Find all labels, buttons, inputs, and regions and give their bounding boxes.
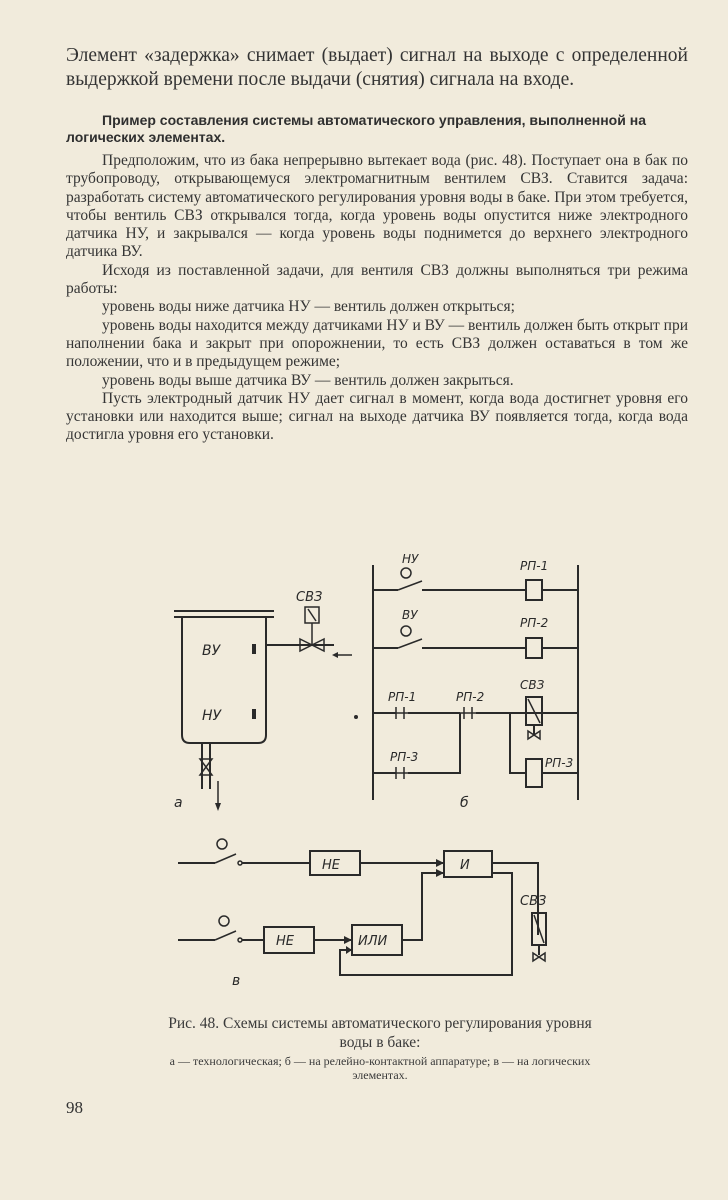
tank-label-vu: ВУ [202,643,221,659]
rp3-contact [392,767,408,779]
diagram-v-logic [178,839,546,989]
label-rp1: РП-1 [520,559,549,573]
tank-label-svz: СВЗ [296,590,323,605]
page-text [66,44,688,445]
ne-gate-1-label: НЕ [322,858,340,873]
section-subheading: Пример составления системы автоматического управления, выполненной на логических элементах. [66,112,646,145]
input-sensor-1 [215,854,236,863]
tank-rim [174,611,274,617]
schematic-diagrams [160,545,600,1005]
caption-title: Рис. 48. Схемы системы автоматического регулирования уровня воды в баке: [168,1015,592,1051]
page-number: 98 [66,1098,83,1117]
nu-contact [398,581,422,590]
tank-label-nu: НУ [202,708,222,724]
rp2-contact [460,707,476,719]
label-rp2-contact: РП-2 [456,690,485,704]
label-vu-contact: ВУ [402,608,418,622]
body-paragraph-6: Пусть электродный датчик НУ дает сигнал в момент, когда вода достигнет уровня его установки или находится выше; сигнал на выходе датчика ВУ появляется тогда, когда вода достигла уровня его установки. [66,389,688,444]
caption-legend: а — технологическая; б — на релейно-контактной аппаратуре; в — на логических элементах. [169,1054,591,1082]
diagram-v-label: в [232,973,241,989]
or-gate-label: ИЛИ [358,934,388,949]
diagram-a-tank [174,590,358,811]
label-rp1-contact: РП-1 [388,690,417,704]
body-paragraph-4: уровень воды находится между датчиками НУ и ВУ — вентиль должен быть открыт при наполнении бака и закрыт при опорожнении, то есть СВЗ должен оставаться в том же положении, что и в предыдущем режиме; [66,316,688,371]
tank-body [182,617,266,743]
valve-svz-coil-mark [308,609,316,621]
label-rp3: РП-3 [545,756,574,770]
logic-svz-label: СВЗ [520,894,547,909]
ne-gate-2-label: НЕ [276,934,294,949]
figure-caption [160,1014,600,1082]
body-paragraph-5: уровень воды выше датчика ВУ — вентиль должен закрыться. [102,371,514,389]
diagram-a-label: а [174,795,183,811]
label-svz-coil: СВЗ [520,678,545,692]
diagram-b-relay [373,552,578,811]
label-rp3-contact: РП-3 [390,750,419,764]
vu-electrode [252,644,256,654]
body-paragraph-3: уровень воды ниже датчика НУ — вентиль должен открыться; [102,298,515,316]
relay-rp2-coil [526,638,542,658]
lead-paragraph: Элемент «задержка» снимает (выдает) сигнал на выходе с определенной выдержкой времени после выдачи (снятия) сигнала на входе. [66,45,688,90]
rp1-contact [392,707,408,719]
input-sensor-2 [215,931,236,940]
nu-electrode [252,709,256,719]
diagram-b-label: б [460,795,469,811]
vu-contact [398,639,422,648]
body-paragraph-2: Исходя из поставленной задачи, для вентиля СВЗ должны выполняться три режима работы: [66,261,688,298]
label-rp2: РП-2 [520,616,549,630]
body-paragraph-1: Предположим, что из бака непрерывно вытекает вода (рис. 48). Поступает она в бак по трубопроводу, открывающемуся электромагнитным вентилем СВЗ. Ставится задача: разработать систему автоматического регулирования уровня воды в баке. При этом требуется, чтобы вентиль СВЗ открывался тогда, когда уровень воды опустится ниже электродного датчика НУ, и закрывался — когда уровень воды поднимется до верхнего электродного датчика ВУ. [66,152,688,261]
figure-48 [160,545,600,1005]
relay-rp1-coil [526,580,542,600]
and-gate-label: И [460,858,470,873]
label-nu-contact: НУ [402,552,419,566]
relay-rp3-coil [526,759,542,787]
